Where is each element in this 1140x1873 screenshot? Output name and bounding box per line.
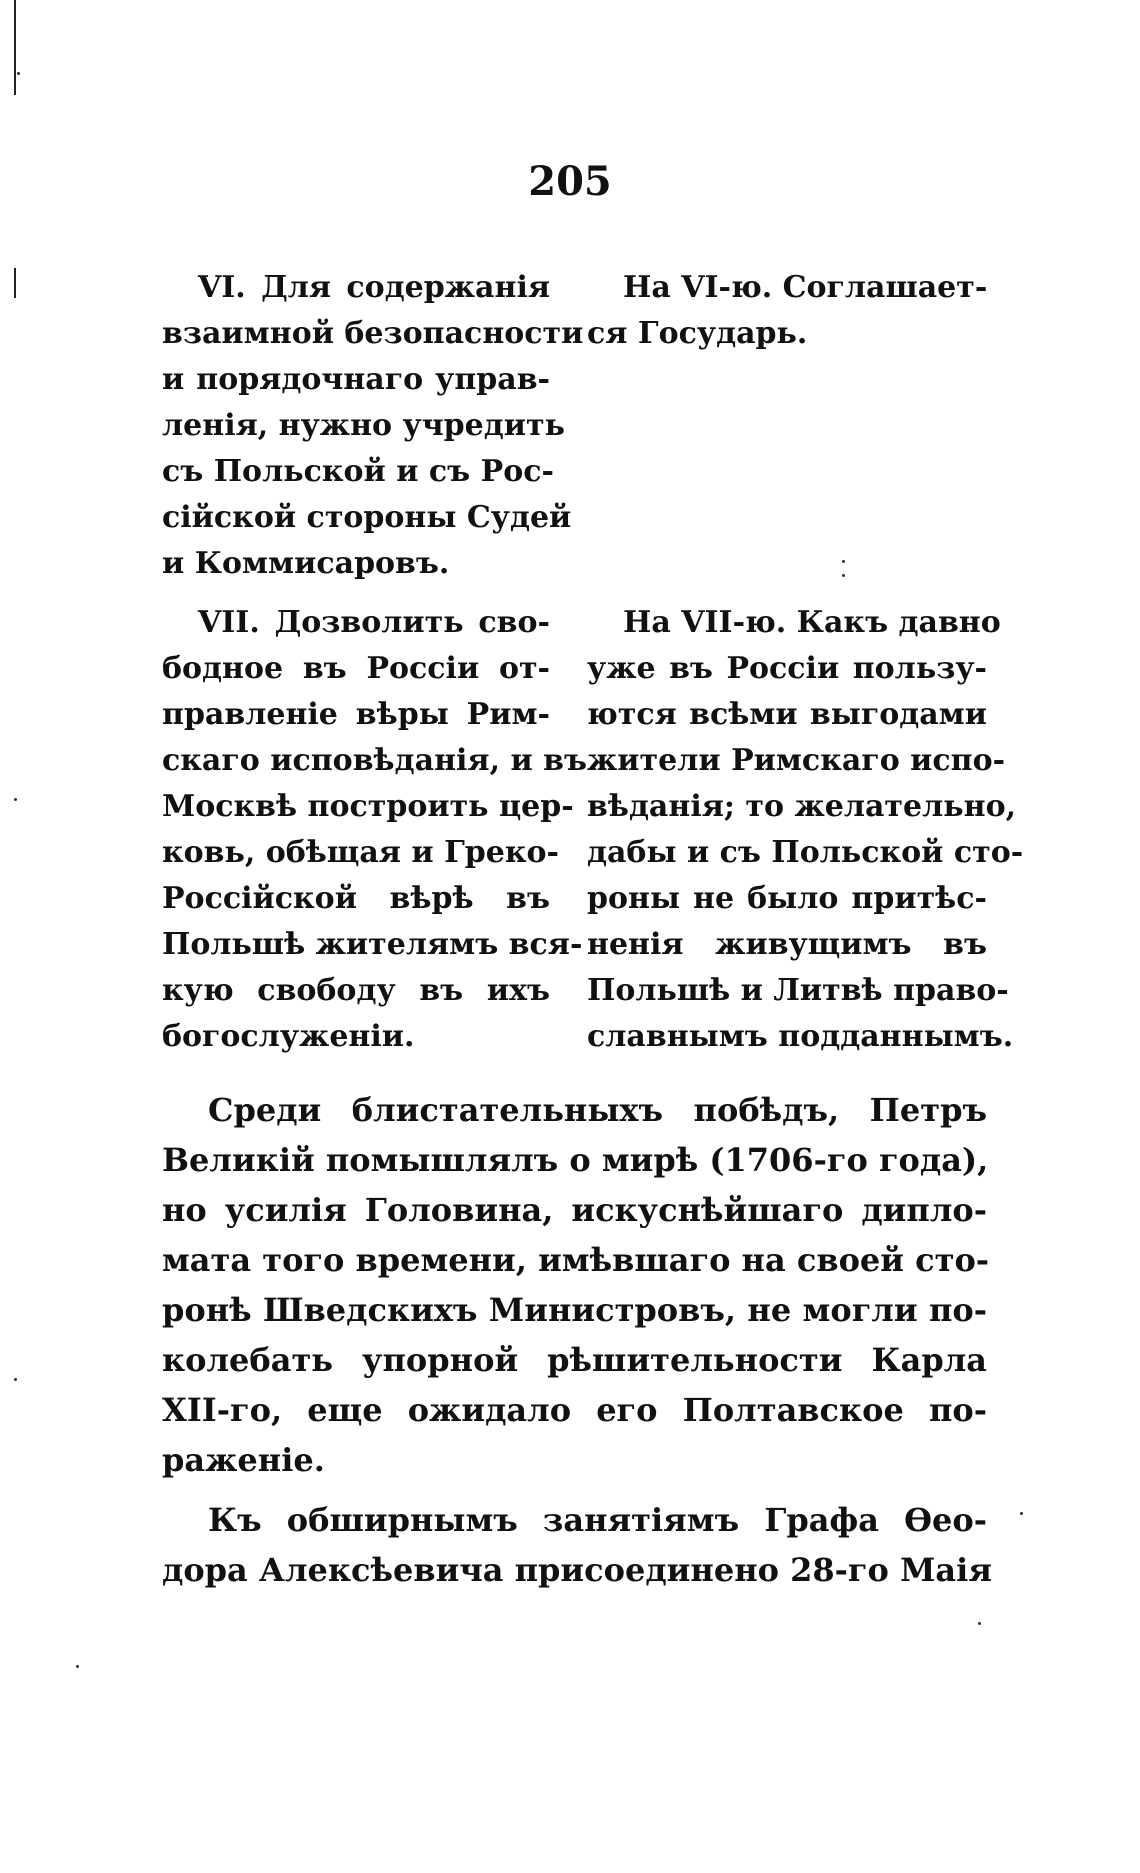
text-line: вѣданія; то желательно, <box>587 789 1017 824</box>
scan-speck <box>842 574 845 577</box>
text-line: VI. Для содержанія <box>198 270 550 305</box>
text-line: уже въ Россіи пользу- <box>587 651 987 686</box>
text-line: взаимной безопасности <box>162 316 584 351</box>
text-line: мата того времени, имѣвшаго на своей сто- <box>162 1241 990 1279</box>
text-line: славнымъ подданнымъ. <box>587 1019 1014 1054</box>
text-line: и Коммисаровъ. <box>162 546 450 581</box>
text-line: Польшѣ жителямъ вся- <box>162 927 583 962</box>
article-6-response <box>587 265 987 357</box>
scan-speck <box>14 798 17 801</box>
text-line: богослуженіи. <box>162 1019 415 1054</box>
text-line: VII. Дозволить сво- <box>198 605 550 640</box>
text-line: ся Государь. <box>587 316 808 351</box>
text-line: ковь, обѣщая и Греко- <box>162 835 559 870</box>
text-line: правленіе вѣры Рим- <box>162 697 550 732</box>
paragraph-peace-negotiations <box>162 1085 990 1485</box>
text-line: и порядочнаго управ- <box>162 362 550 397</box>
paragraph-count-golovin <box>162 1495 992 1595</box>
text-line: дабы и съ Польской сто- <box>587 835 1024 870</box>
scan-speck <box>14 1378 17 1381</box>
text-line: бодное въ Россіи от- <box>162 651 550 686</box>
text-line: ются всѣми выгодами <box>587 697 987 732</box>
scan-speck <box>842 560 845 563</box>
text-line: роны не было притѣс- <box>587 881 987 916</box>
text-line: жители Римскаго испо- <box>587 743 1006 778</box>
article-7-proposal <box>162 600 588 1060</box>
scan-edge-line-middle <box>14 268 16 298</box>
scan-speck <box>1020 1512 1023 1515</box>
page-number: 205 <box>528 158 612 205</box>
text-line: сійской стороны Судей <box>162 500 572 535</box>
text-line: ронѣ Шведскихъ Министровъ, не могли по- <box>162 1291 987 1329</box>
text-line: Къ обширнымъ занятіямъ Графа Ѳео- <box>208 1501 987 1539</box>
text-line: ненія живущимъ въ <box>587 927 987 962</box>
scan-speck <box>76 1665 79 1668</box>
text-line: На VII-ю. Какъ давно <box>623 605 1001 640</box>
text-line: но усилія Головина, искуснѣйшаго дипло- <box>162 1191 987 1229</box>
article-7-response <box>587 600 1024 1060</box>
text-line: кую свободу въ ихъ <box>162 973 550 1008</box>
text-line: съ Польской и съ Рос- <box>162 454 554 489</box>
text-line: Великій помышлялъ о мирѣ (1706-го года), <box>162 1141 989 1179</box>
text-line: дора Алексѣевича присоединено 28-го Маія <box>162 1551 992 1589</box>
article-6-proposal <box>162 265 584 587</box>
text-line: Среди блистательныхъ побѣдъ, Петръ <box>208 1091 987 1129</box>
text-line: Москвѣ построить цер- <box>162 789 574 824</box>
text-line: XII-го, еще ожидало его Полтавское по- <box>162 1391 987 1429</box>
text-line: Россійской вѣрѣ въ <box>162 881 550 916</box>
scan-speck <box>978 1622 981 1625</box>
text-line: Польшѣ и Литвѣ право- <box>587 973 1009 1008</box>
scan-edge-line-top <box>14 0 16 95</box>
text-line: раженіе. <box>162 1441 325 1479</box>
text-line: колебать упорной рѣшительности Карла <box>162 1341 987 1379</box>
text-line: ленія, нужно учредить <box>162 408 565 443</box>
scan-speck <box>17 72 20 75</box>
text-line: скаго исповѣданія, и въ <box>162 743 588 778</box>
text-line: На VI-ю. Соглашает- <box>623 270 988 305</box>
